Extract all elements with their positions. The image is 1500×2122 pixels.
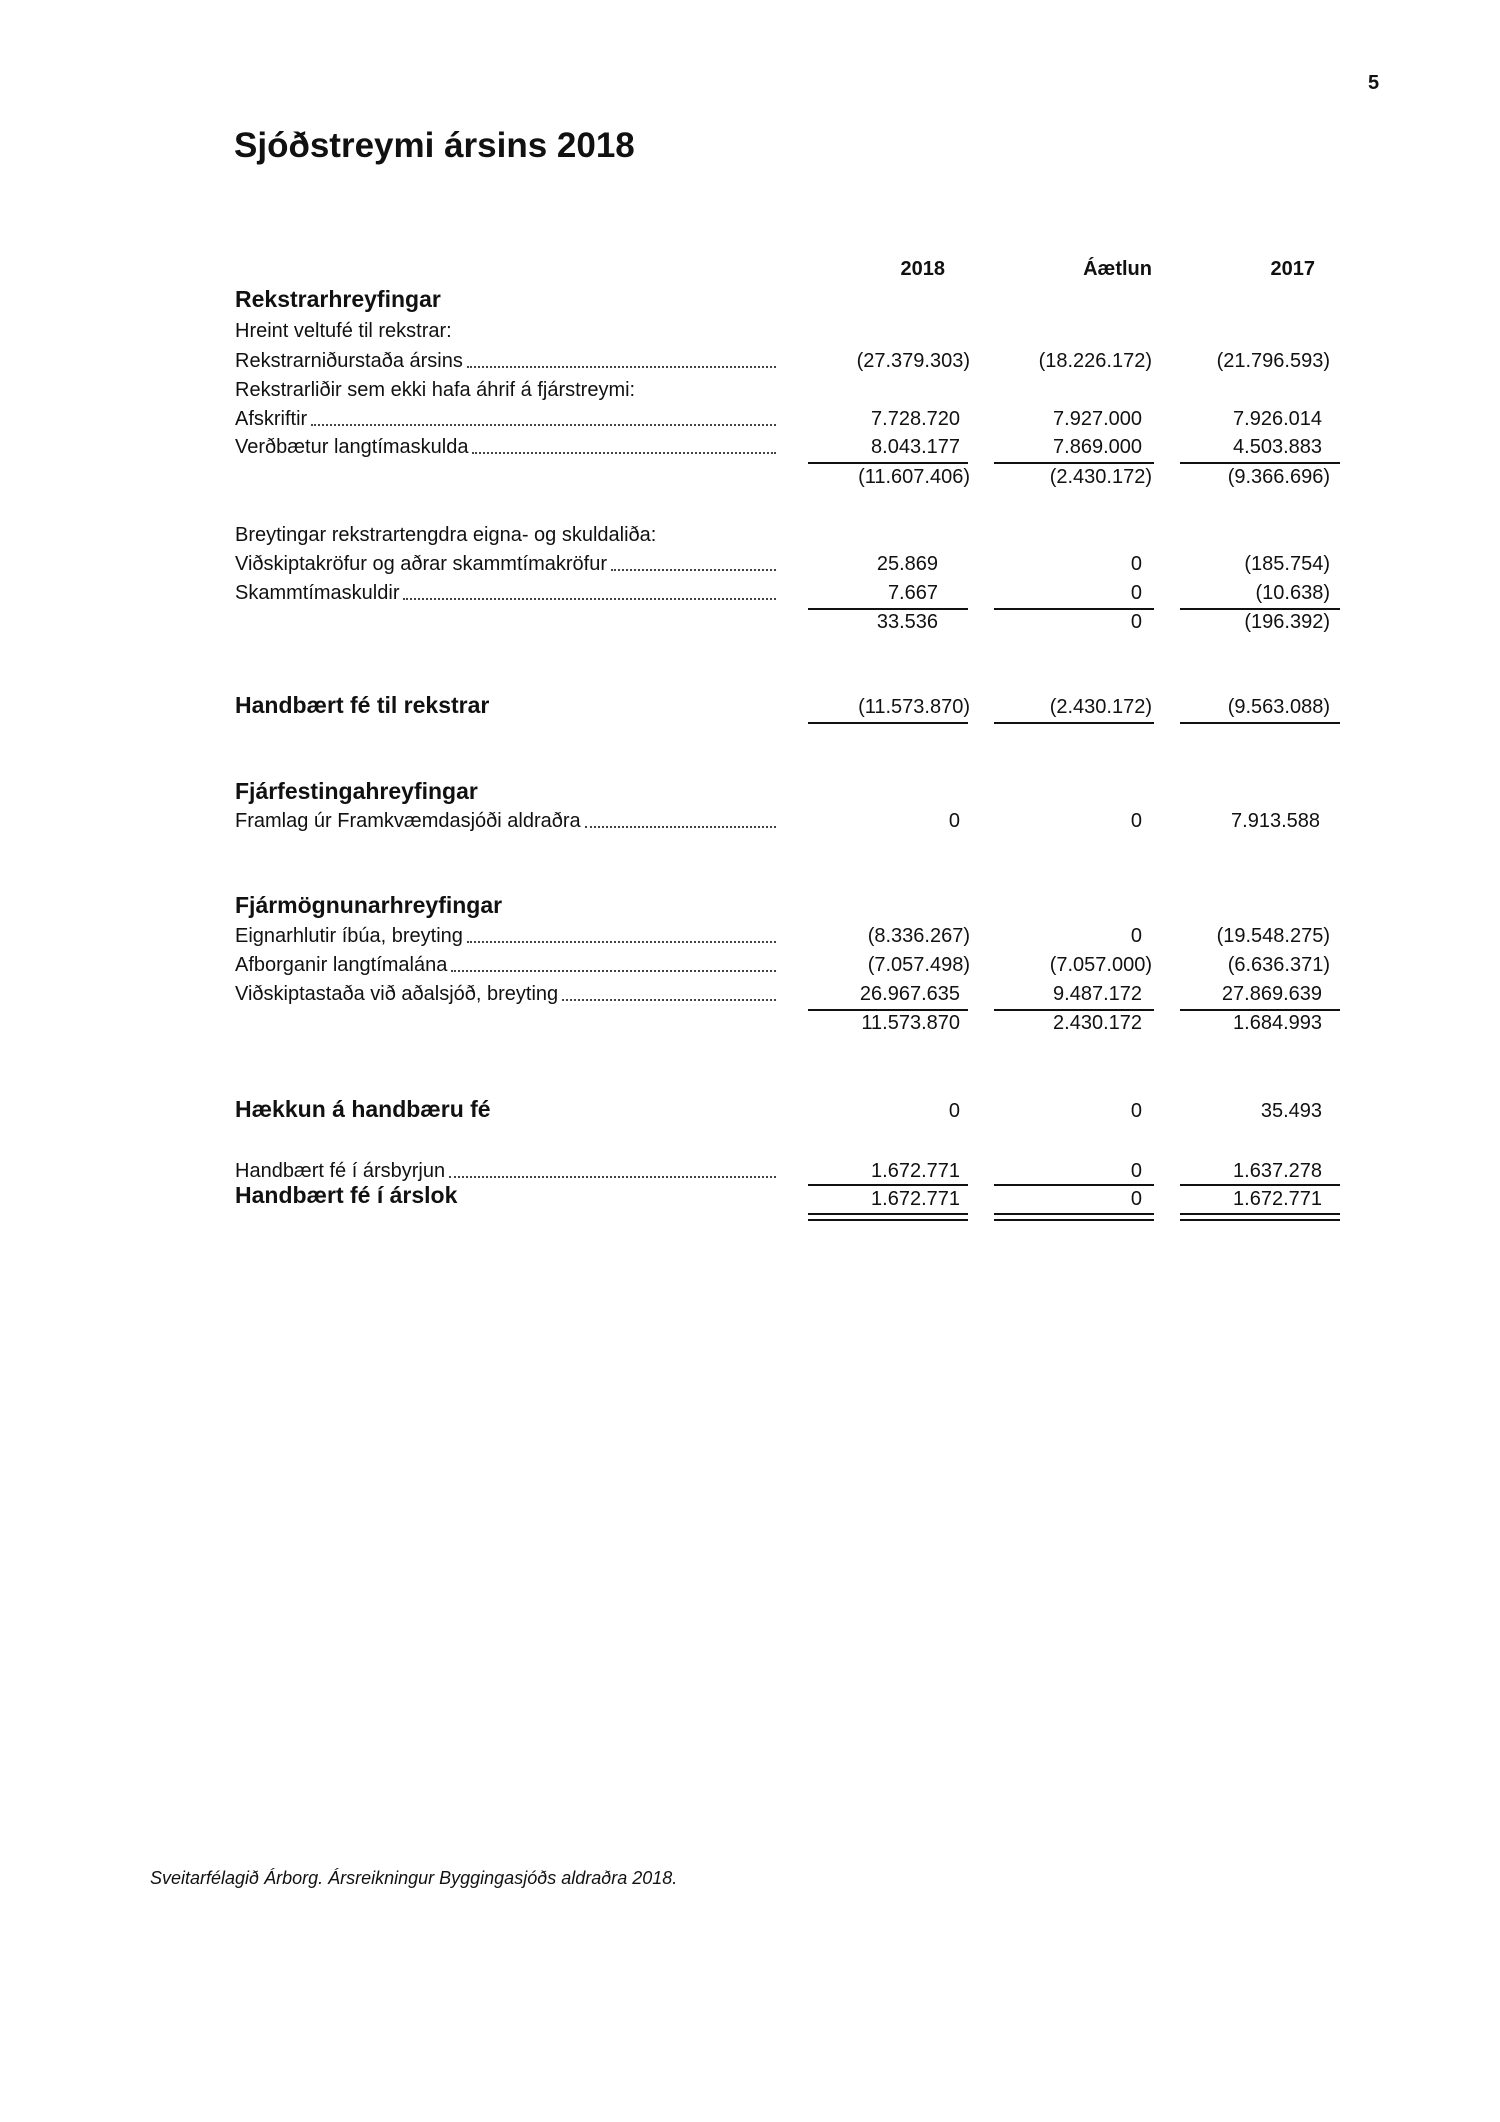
row-label: Viðskiptakröfur og aðrar skammtímakröfur: [235, 553, 607, 575]
cell-value: 7.728.720: [871, 408, 960, 430]
total-rule: [1180, 722, 1340, 724]
subtotal-value: (11.607.406): [858, 466, 970, 488]
subtotal-rule: [808, 608, 968, 610]
cell-value: 9.487.172: [1053, 983, 1142, 1005]
subheading-working-capital: Hreint veltufé til rekstrar:: [235, 320, 452, 342]
cell-value: 0: [1130, 553, 1142, 575]
row-label: Viðskiptastaða við aðalsjóð, breyting: [235, 983, 559, 1005]
row-cash-end-label: Handbært fé í árslok: [235, 1182, 458, 1208]
page-number: 5: [1368, 72, 1380, 94]
row-label: Rekstrarniðurstaða ársins: [235, 350, 463, 372]
subtotal-rule: [994, 608, 1154, 610]
cell-value: 7.667: [887, 582, 938, 604]
subtotal-rule: [994, 462, 1154, 464]
cell-value: (10.638): [1255, 582, 1330, 604]
row-indexation: [235, 436, 780, 459]
cell-value: 4.503.883: [1233, 436, 1322, 458]
cell-value: 0: [1130, 582, 1142, 604]
column-header-2017: 2017: [1270, 258, 1315, 280]
cell-value: 0: [1130, 1100, 1142, 1122]
cell-value: 7.926.014: [1233, 408, 1322, 430]
cell-value: 7.913.588: [1231, 810, 1320, 832]
subtotal-rule: [808, 1184, 968, 1186]
subtotal-rule: [994, 1184, 1154, 1186]
row-label: Handbært fé í ársbyrjun: [235, 1160, 446, 1182]
cell-value: (19.548.275): [1216, 925, 1330, 947]
subtotal-value: 0: [1130, 611, 1142, 633]
row-cash-from-operations-label: Handbært fé til rekstrar: [235, 692, 490, 718]
subtotal-rule: [1180, 1184, 1340, 1186]
cell-value: (8.336.267): [867, 925, 970, 947]
column-header-budget: Áætlun: [1083, 258, 1152, 280]
cell-value: (6.636.371): [1227, 954, 1330, 976]
subtotal-value: 11.573.870: [861, 1012, 960, 1034]
row-label: Skammtímaskuldir: [235, 582, 400, 604]
total-rule: [808, 722, 968, 724]
cell-value: 0: [948, 1100, 960, 1122]
cell-value: (21.796.593): [1216, 350, 1330, 372]
footer-note: Sveitarfélagið Árborg. Ársreikningur Byggingasjóðs aldraðra 2018.: [150, 1868, 678, 1888]
double-rule: [808, 1219, 968, 1221]
page-title: Sjóðstreymi ársins 2018: [234, 126, 635, 165]
cell-value: 0: [1130, 1160, 1142, 1182]
double-rule: [1180, 1219, 1340, 1221]
subtotal-value: 33.536: [876, 611, 938, 633]
cell-value: (27.379.303): [856, 350, 970, 372]
cell-value: 0: [1130, 925, 1142, 947]
double-rule: [994, 1213, 1154, 1215]
row-label: Verðbætur langtímaskulda: [235, 436, 469, 458]
subtotal-rule: [1180, 608, 1340, 610]
cell-value: 8.043.177: [871, 436, 960, 458]
subheading-noncash-items: Rekstrarliðir sem ekki hafa áhrif á fjárstreymi:: [235, 379, 636, 401]
cell-value: (185.754): [1244, 553, 1330, 575]
row-label: Afborganir langtímalána: [235, 954, 448, 976]
cell-value: 0: [1130, 810, 1142, 832]
subtotal-rule: [994, 1009, 1154, 1011]
subtotal-value: (196.392): [1244, 611, 1330, 633]
double-rule: [994, 1219, 1154, 1221]
column-header-2018: 2018: [900, 258, 945, 280]
section-heading-financing: Fjármögnunarhreyfingar: [235, 892, 503, 918]
row-receivables: [235, 553, 780, 576]
row-label: Eignarhlutir íbúa, breyting: [235, 925, 463, 947]
section-heading-investing: Fjárfestingahreyfingar: [235, 778, 478, 804]
cell-value: 1.672.771: [1233, 1188, 1322, 1210]
row-label: Afskriftir: [235, 408, 308, 430]
section-heading-operating: Rekstrarhreyfingar: [235, 286, 441, 312]
subtotal-value: 1.684.993: [1233, 1012, 1322, 1034]
row-contribution: [235, 810, 780, 833]
cell-value: 7.869.000: [1053, 436, 1142, 458]
subheading-working-items: Breytingar rekstrartengdra eigna- og skuldaliða:: [235, 524, 657, 546]
cell-value: (18.226.172): [1038, 350, 1152, 372]
cell-value: (2.430.172): [1049, 696, 1152, 718]
cell-value: 1.637.278: [1233, 1160, 1322, 1182]
subtotal-rule: [1180, 1009, 1340, 1011]
subtotal-rule: [1180, 462, 1340, 464]
cell-value: (7.057.498): [867, 954, 970, 976]
row-label: Framlag úr Framkvæmdasjóði aldraðra: [235, 810, 581, 832]
cell-value: 25.869: [876, 553, 938, 575]
row-main-fund-balance: [235, 983, 780, 1006]
double-rule: [808, 1213, 968, 1215]
cell-value: 26.967.635: [859, 983, 960, 1005]
cell-value: (9.563.088): [1227, 696, 1330, 718]
double-rule: [1180, 1213, 1340, 1215]
cell-value: (11.573.870): [858, 696, 970, 718]
row-increase-label: Hækkun á handbæru fé: [235, 1096, 491, 1122]
cell-value: 27.869.639: [1221, 983, 1322, 1005]
subtotal-value: 2.430.172: [1053, 1012, 1142, 1034]
cell-value: 1.672.771: [871, 1160, 960, 1182]
cell-value: 0: [1130, 1188, 1142, 1210]
cell-value: (7.057.000): [1049, 954, 1152, 976]
subtotal-rule: [808, 462, 968, 464]
row-short-term-liabilities: [235, 582, 780, 605]
total-rule: [994, 722, 1154, 724]
row-resident-equity: [235, 925, 780, 948]
subtotal-rule: [808, 1009, 968, 1011]
cell-value: 7.927.000: [1053, 408, 1142, 430]
subtotal-value: (2.430.172): [1049, 466, 1152, 488]
cell-value: 35.493: [1260, 1100, 1322, 1122]
cell-value: 1.672.771: [871, 1188, 960, 1210]
row-cash-beginning: [235, 1160, 780, 1183]
row-operating-result: [235, 350, 780, 373]
row-loan-repayments: [235, 954, 780, 977]
row-depreciation: [235, 408, 780, 431]
subtotal-value: (9.366.696): [1227, 466, 1330, 488]
cell-value: 0: [948, 810, 960, 832]
